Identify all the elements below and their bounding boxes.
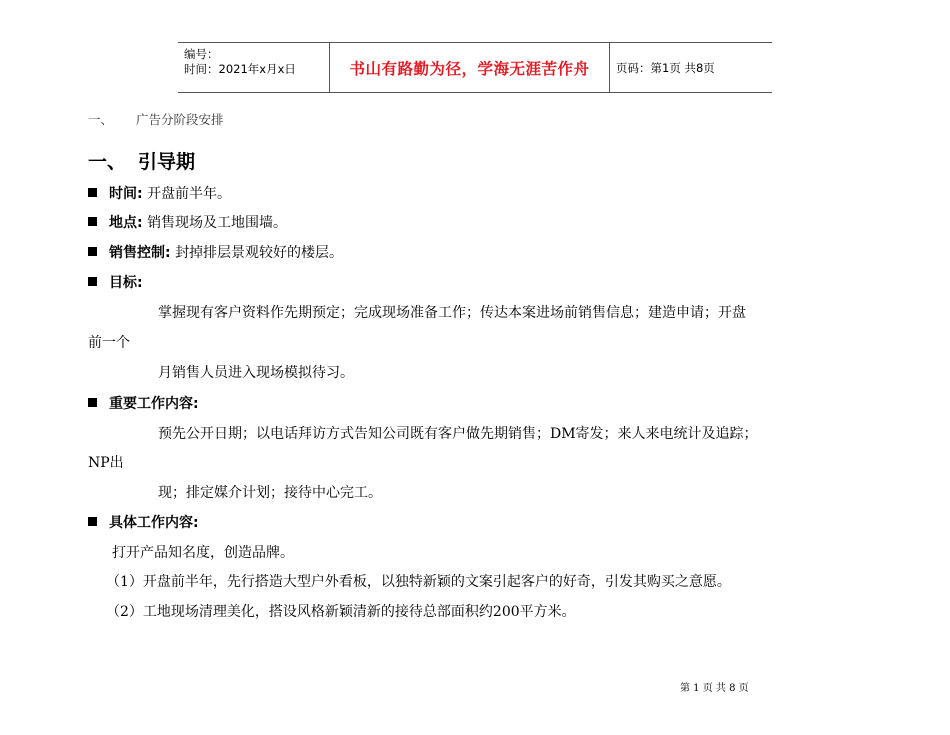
header-time: 时间：2021年x月x日 [184, 62, 296, 76]
bullet-sales-control [88, 242, 343, 262]
key-work-paragraph-line-3: 现；排定媒介计划；接待中心完工。 [158, 485, 382, 501]
detail-paragraph-line-3: （2）工地现场清理美化，搭设风格新颖清新的接待总部面积约200平方米。 [106, 604, 576, 620]
detail-paragraph-line-1: 打开产品知名度，创造品牌。 [112, 545, 294, 561]
bullet-label: 重要工作内容: [109, 396, 199, 412]
toc-entry [88, 110, 224, 128]
header-number: 编号： [184, 47, 219, 61]
goal-paragraph-line-2: 前一个 [88, 335, 130, 351]
bullet-label: 地点: [109, 215, 143, 231]
bullet-label: 销售控制: [109, 245, 171, 261]
bullet-square-icon [88, 398, 97, 407]
goal-paragraph-line-1: 掌握现有客户资料作先期预定；完成现场准备工作；传达本案进场前销售信息；建造申请；开盘 [158, 305, 746, 321]
key-work-paragraph-line-2: NP出 [88, 455, 124, 471]
bullet-label: 具体工作内容: [109, 515, 199, 531]
bullet-label: 时间: [109, 186, 143, 202]
section-heading [88, 147, 195, 174]
bullet-detail-work [88, 512, 199, 532]
detail-paragraph-line-2: （1）开盘前半年，先行搭造大型户外看板，以独特新颖的文案引起客户的好奇，引发其购买之意愿。 [106, 574, 731, 590]
header-meta [178, 43, 330, 92]
section-number: 一、 [88, 151, 127, 173]
bullet-place [88, 212, 287, 232]
header-page-number: 页码：第1页 共8页 [616, 60, 715, 75]
bullet-goal [88, 272, 143, 292]
bullet-square-icon [88, 277, 97, 286]
bullet-square-icon [88, 188, 97, 197]
bullet-text: 封掉排层景观较好的楼层。 [175, 245, 344, 261]
toc-number: 一、 [88, 112, 114, 127]
toc-text: 广告分阶段安排 [136, 112, 224, 127]
key-work-paragraph-line-1: 预先公开日期；以电话拜访方式告知公司既有客户做先期销售；DM寄发；来人来电统计及追踪； [158, 426, 758, 442]
section-title: 引导期 [138, 151, 196, 173]
bullet-text: 销售现场及工地围墙。 [147, 215, 288, 231]
bullet-key-work [88, 393, 199, 413]
page-header [178, 42, 772, 93]
bullet-time [88, 183, 231, 203]
bullet-label: 目标: [109, 275, 143, 291]
page-footer: 第 1 页 共 8 页 [680, 683, 749, 694]
bullet-square-icon [88, 247, 97, 256]
bullet-text: 开盘前半年。 [147, 186, 232, 202]
bullet-square-icon [88, 517, 97, 526]
bullet-square-icon [88, 217, 97, 226]
goal-paragraph-line-3: 月销售人员进入现场模拟待习。 [158, 365, 354, 381]
header-motto: 书山有路勤为径，学海无涯苦作舟 [330, 43, 610, 92]
